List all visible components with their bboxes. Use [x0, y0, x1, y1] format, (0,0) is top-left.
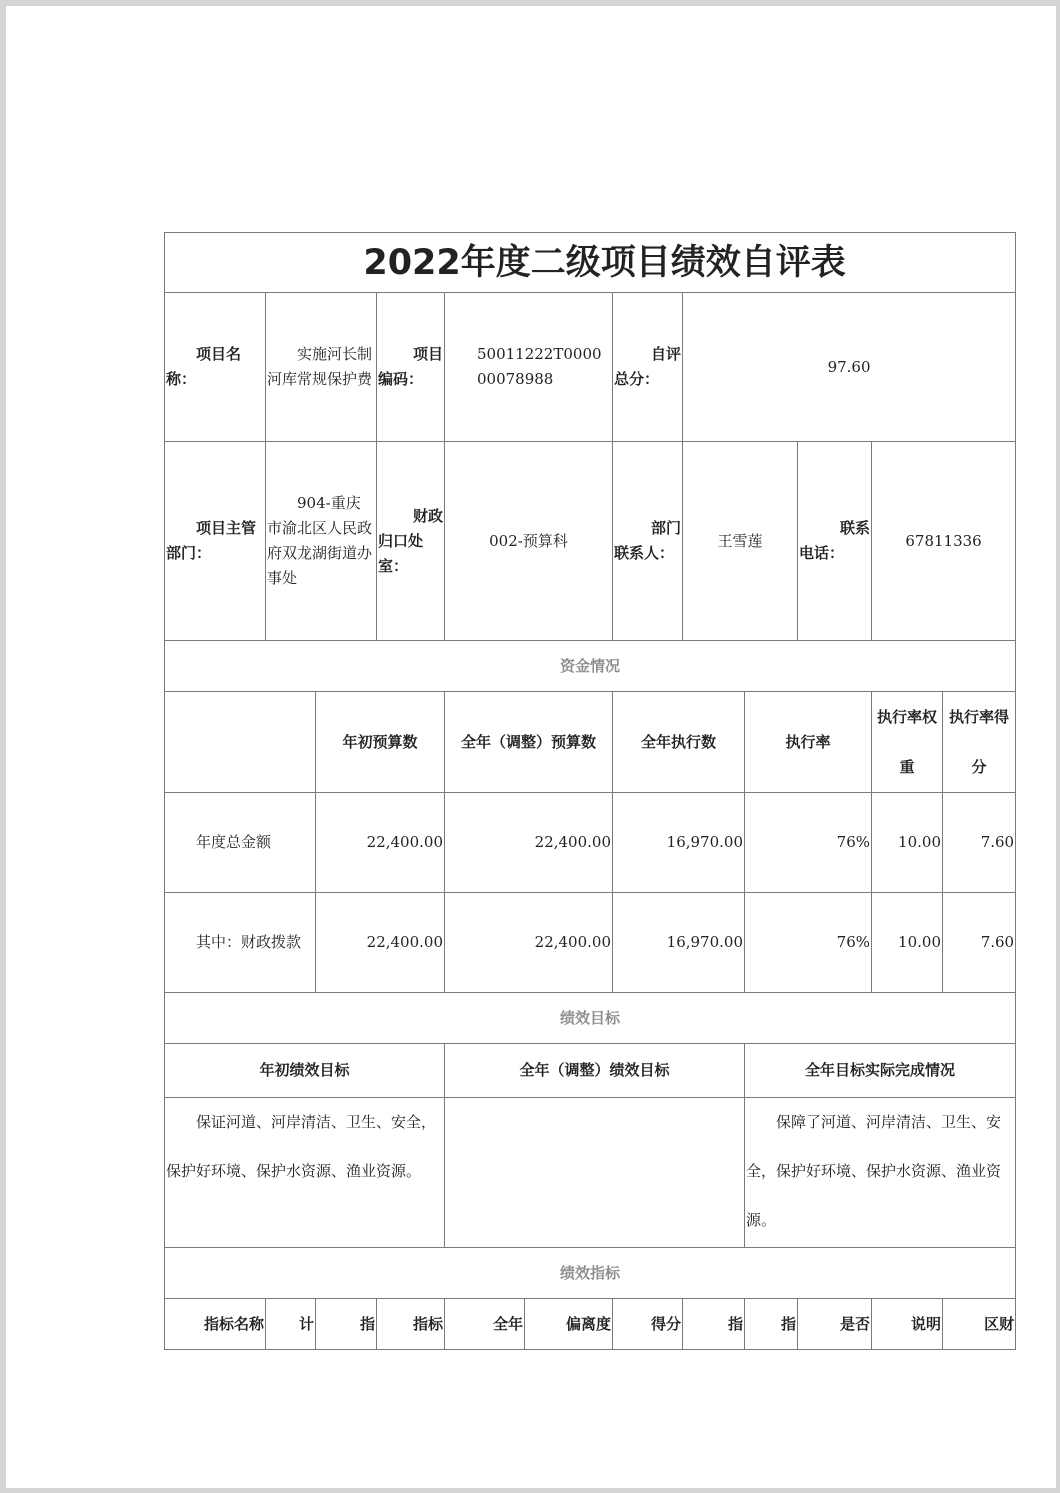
- funds-cell-score: 7.60: [943, 793, 1016, 893]
- project-code-label: 项目 编码：: [377, 293, 445, 442]
- finance-value: 002-预算科: [445, 442, 613, 641]
- funds-cell-executed: 16,970.00: [613, 893, 745, 993]
- funds-section-title: 资金情况: [165, 641, 1016, 692]
- ind-header-name: 指标名称: [165, 1299, 266, 1350]
- funds-cell-weight: 10.00: [872, 793, 943, 893]
- funds-header-adjusted: 全年（调整）预算数: [445, 692, 613, 793]
- score-value: 97.60: [683, 293, 1016, 442]
- goals-header-initial: 年初绩效目标: [165, 1044, 445, 1098]
- indicators-header-row: [165, 1299, 1016, 1350]
- goals-actual-text: 保障了河道、河岸清洁、卫生、安全，保护好环境、保护水资源、渔业资源。: [745, 1098, 1016, 1248]
- project-name-label: 项目名 称：: [165, 293, 266, 442]
- funds-header-blank: [165, 692, 316, 793]
- goals-header-actual: 全年目标实际完成情况: [745, 1044, 1016, 1098]
- ind-header-value: 指: [745, 1299, 798, 1350]
- dept-label: 项目主管 部门：: [165, 442, 266, 641]
- funds-cell-initial: 22,400.00: [316, 793, 445, 893]
- ind-header-unit: 计: [266, 1299, 316, 1350]
- ind-header-annual: 全年: [445, 1299, 525, 1350]
- funds-header-rate: 执行率: [745, 692, 872, 793]
- indicators-section-title: 绩效指标: [165, 1248, 1016, 1299]
- ind-header-score: 得分: [613, 1299, 683, 1350]
- funds-header-weight: 执行率权重: [872, 692, 943, 793]
- page-title: 2022年度二级项目绩效自评表: [165, 233, 1016, 293]
- funds-cell-initial: 22,400.00: [316, 893, 445, 993]
- performance-evaluation-table: [164, 232, 1016, 1350]
- score-label: 自评 总分：: [613, 293, 683, 442]
- ind-header-deviation: 偏离度: [525, 1299, 613, 1350]
- project-code-value: 50011222T000000078988: [445, 293, 613, 442]
- funds-cell-weight: 10.00: [872, 893, 943, 993]
- project-name-value: 实施河长制河库常规保护费: [266, 293, 377, 442]
- funds-cell-rate: 76%: [745, 793, 872, 893]
- goals-section-title: 绩效目标: [165, 993, 1016, 1044]
- goals-initial-text: 保证河道、河岸清洁、卫生、安全，保护好环境、保护水资源、渔业资源。: [165, 1098, 445, 1248]
- funds-cell-adjusted: 22,400.00: [445, 893, 613, 993]
- goals-adjusted-text: [445, 1098, 745, 1248]
- ind-header-core: 是否: [798, 1299, 872, 1350]
- funds-row-total: [165, 793, 1016, 893]
- funds-cell-rate: 76%: [745, 893, 872, 993]
- ind-header-district: 区财: [943, 1299, 1016, 1350]
- funds-row-fiscal: [165, 893, 1016, 993]
- ind-header-target: 指标: [377, 1299, 445, 1350]
- funds-header-score: 执行率得分: [943, 692, 1016, 793]
- funds-row-label: 年度总金额: [165, 793, 316, 893]
- document-page: [6, 6, 1056, 1488]
- ind-header-weight: 指: [683, 1299, 745, 1350]
- ind-header-note: 说明: [872, 1299, 943, 1350]
- contact-label: 部门 联系人：: [613, 442, 683, 641]
- funds-cell-executed: 16,970.00: [613, 793, 745, 893]
- ind-header-property: 指: [316, 1299, 377, 1350]
- funds-header-executed: 全年执行数: [613, 692, 745, 793]
- funds-cell-adjusted: 22,400.00: [445, 793, 613, 893]
- phone-label: 联系 电话：: [798, 442, 872, 641]
- phone-value: 67811336: [872, 442, 1016, 641]
- finance-label: 财政 归口处 室：: [377, 442, 445, 641]
- contact-value: 王雪莲: [683, 442, 798, 641]
- dept-value: 904-重庆市渝北区人民政府双龙湖街道办事处: [266, 442, 377, 641]
- goals-header-adjusted: 全年（调整）绩效目标: [445, 1044, 745, 1098]
- funds-header-initial: 年初预算数: [316, 692, 445, 793]
- funds-cell-score: 7.60: [943, 893, 1016, 993]
- funds-row-label: 其中：财政拨款: [165, 893, 316, 993]
